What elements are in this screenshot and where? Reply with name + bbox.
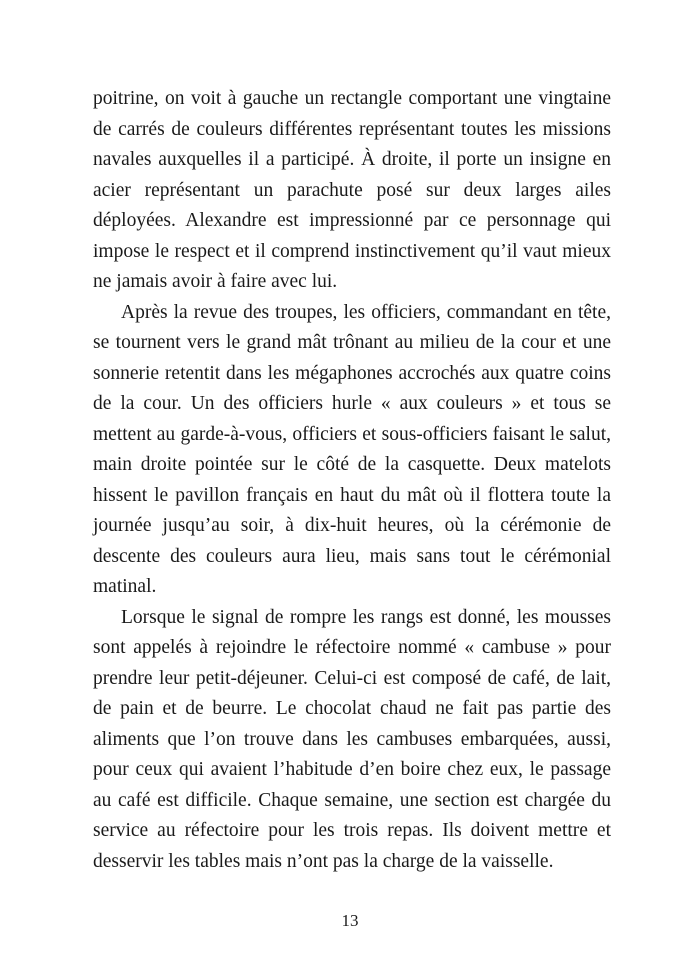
paragraph-2: Après la revue des troupes, les officiers, commandant en tête, se tournent vers le grand mât trônant au milieu de la cour et une sonnerie retentit dans les mégaphones accrochés aux quatre coins de la cour. Un des officiers hurle « aux couleurs » et tous se mettent au garde-à-vous, officiers et sous-officiers faisant le salut, main droite pointée sur le côté de la casquette. Deux matelots hissent le pavillon français en haut du mât où il flottera toute la journée jusqu’au soir, à dix-huit heures, où la cérémonie de descente des couleurs aura lieu, mais sans tout le cérémonial matinal. (93, 301, 611, 597)
page-body (93, 84, 611, 877)
paragraph-3: Lorsque le signal de rompre les rangs est donné, les mousses sont appelés à rejoindre le réfectoire nommé « cambuse » pour prendre leur petit-déjeuner. Celui-ci est composé de café, de lait, de pain et de beurre. Le chocolat chaud ne fait pas partie des aliments que l’on trouve dans les cambuses embarquées, aussi, pour ceux qui avaient l’habitude d’en boire chez eux, le passage au café est difficile. Chaque semaine, une section est chargée du service au réfectoire pour les trois repas. Ils doivent mettre et desservir les tables mais n’ont pas la charge de la vaisselle. (93, 606, 611, 872)
page-number: 13 (341, 911, 359, 930)
paragraph-1: poitrine, on voit à gauche un rectangle comportant une vingtaine de carrés de couleurs différentes représentant toutes les missions navales auxquelles il a participé. À droite, il porte un insigne en acier représentant un parachute posé sur deux larges ailes déployées. Alexandre est impressionné par ce personnage qui impose le respect et il comprend instinctivement qu’il vaut mieux ne jamais avoir à faire avec lui. (93, 88, 611, 292)
